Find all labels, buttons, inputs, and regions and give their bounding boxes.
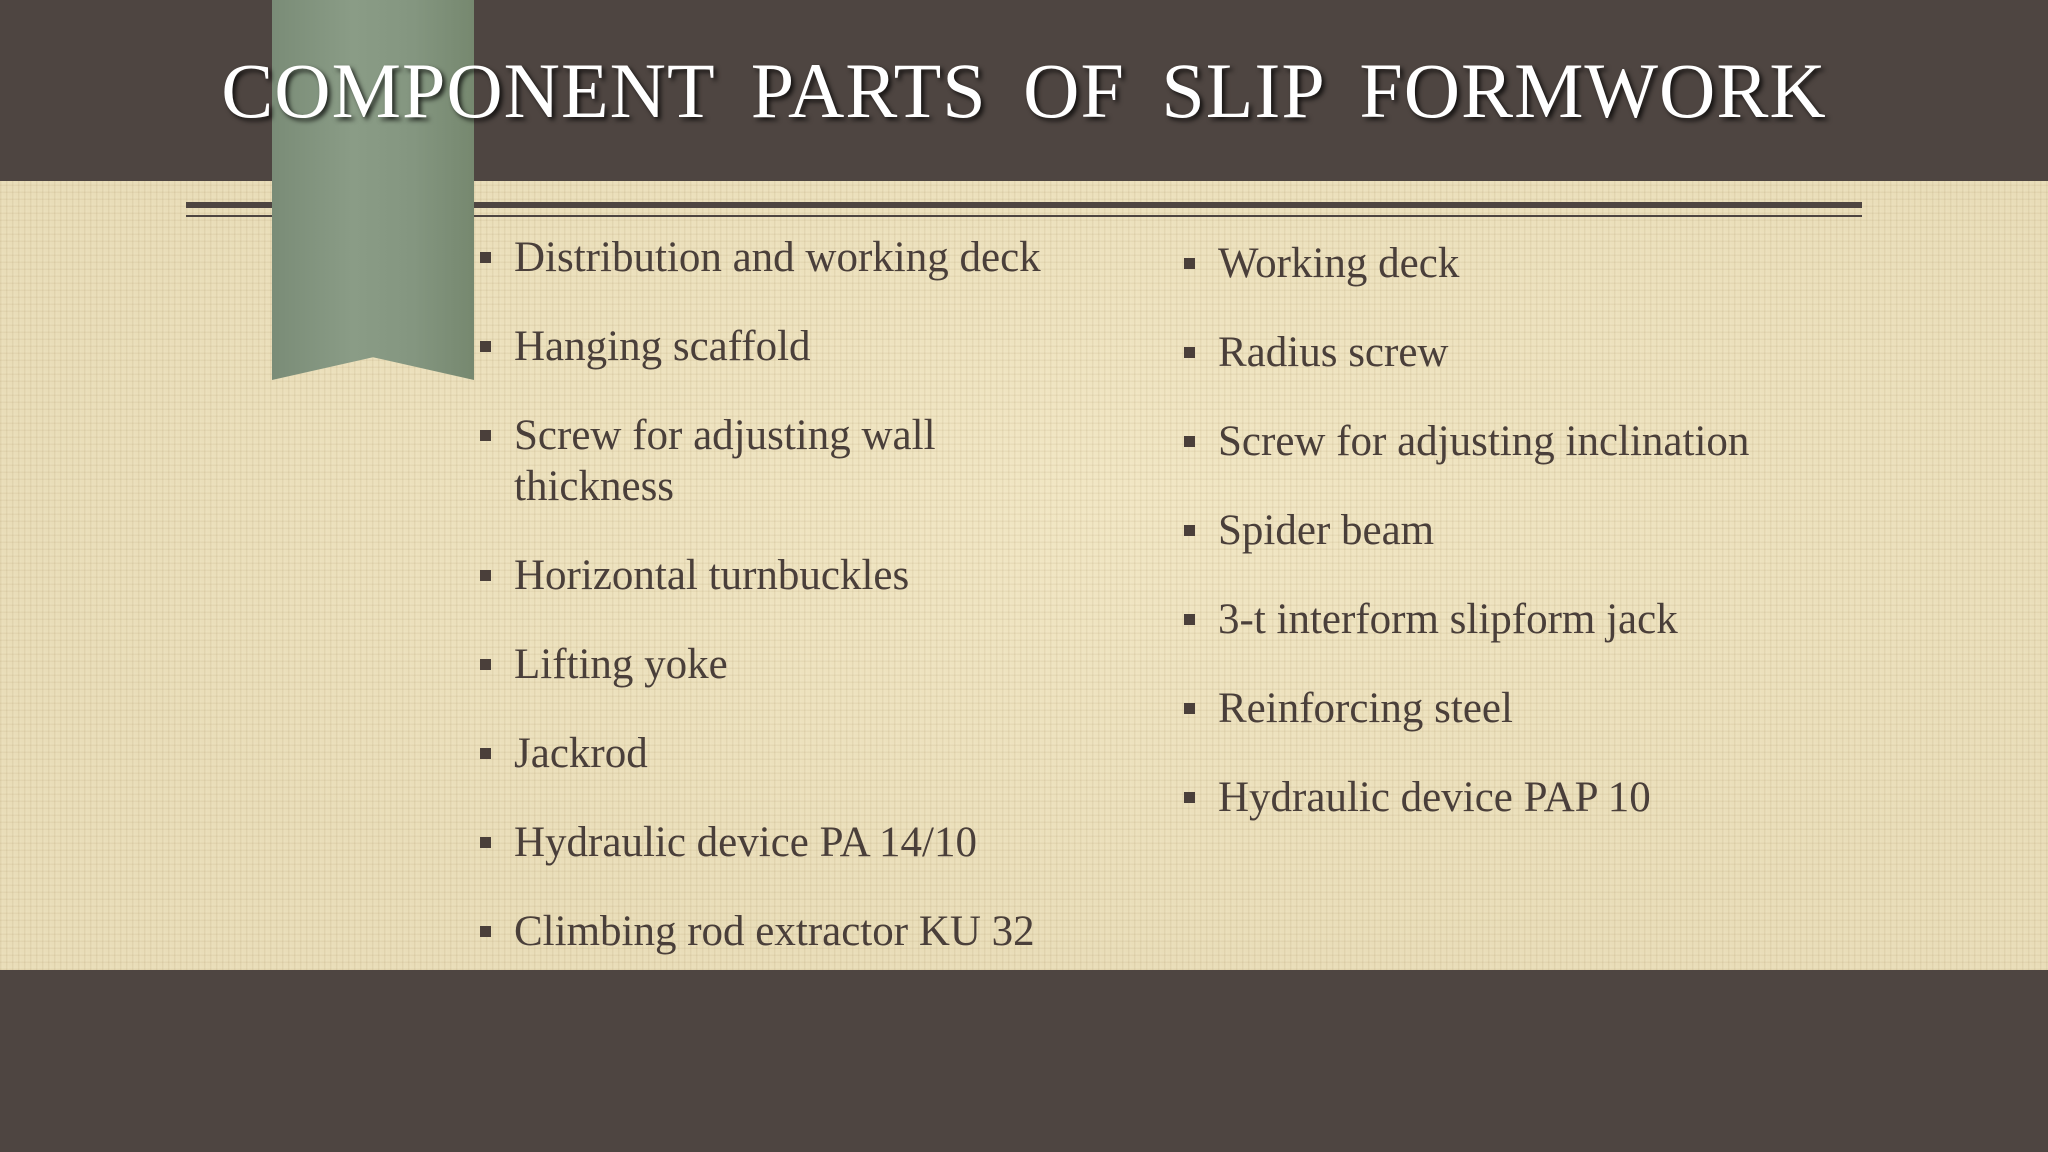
list-item-text: Screw for adjusting inclination <box>1218 418 1750 465</box>
list-item <box>1182 772 1862 823</box>
list-item-text: Jackrod <box>514 730 648 777</box>
slide-title: COMPONENT PARTS OF SLIP FORMWORK <box>221 47 1827 134</box>
square-bullet-icon <box>1184 525 1195 536</box>
right-bullet-list <box>1182 238 1862 861</box>
square-bullet-icon <box>480 341 491 352</box>
list-item <box>478 728 1118 779</box>
list-item-text: Spider beam <box>1218 507 1435 554</box>
square-bullet-icon <box>1184 258 1195 269</box>
list-item-text: Distribution and working deck <box>514 234 1041 281</box>
list-item-text: Reinforcing steel <box>1218 685 1513 732</box>
list-item <box>1182 327 1862 378</box>
list-item <box>478 817 1118 868</box>
list-item <box>1182 594 1862 645</box>
list-item <box>478 410 1014 512</box>
list-item <box>478 639 1118 690</box>
square-bullet-icon <box>480 570 491 581</box>
square-bullet-icon <box>480 748 491 759</box>
square-bullet-icon <box>480 430 491 441</box>
list-item <box>478 550 1118 601</box>
list-item <box>478 906 1118 957</box>
list-item <box>1182 683 1862 734</box>
square-bullet-icon <box>1184 436 1195 447</box>
list-item-text: Hydraulic device PA 14/10 <box>514 819 977 866</box>
square-bullet-icon <box>480 837 491 848</box>
list-item <box>1182 238 1862 289</box>
left-bullet-list <box>478 232 1118 995</box>
list-item-text: Working deck <box>1218 240 1460 287</box>
square-bullet-icon <box>1184 347 1195 358</box>
square-bullet-icon <box>480 926 491 937</box>
list-item-text: Lifting yoke <box>514 641 728 688</box>
list-item <box>1182 416 1862 467</box>
list-item-text: Horizontal turnbuckles <box>514 552 910 599</box>
square-bullet-icon <box>1184 703 1195 714</box>
list-item <box>478 232 1118 283</box>
list-item-text: Hanging scaffold <box>514 323 811 370</box>
footer-band <box>0 970 2048 1152</box>
list-item <box>1182 505 1862 556</box>
square-bullet-icon <box>480 252 491 263</box>
list-item-text: Radius screw <box>1218 329 1449 376</box>
square-bullet-icon <box>480 659 491 670</box>
list-item-text: 3-t interform slipform jack <box>1218 596 1678 643</box>
list-item <box>478 321 1118 372</box>
list-item-text: Hydraulic device PAP 10 <box>1218 774 1651 821</box>
square-bullet-icon <box>1184 614 1195 625</box>
square-bullet-icon <box>1184 792 1195 803</box>
list-item-text: Screw for adjusting wall thickness <box>514 412 936 510</box>
list-item-text: Climbing rod extractor KU 32 <box>514 908 1035 955</box>
